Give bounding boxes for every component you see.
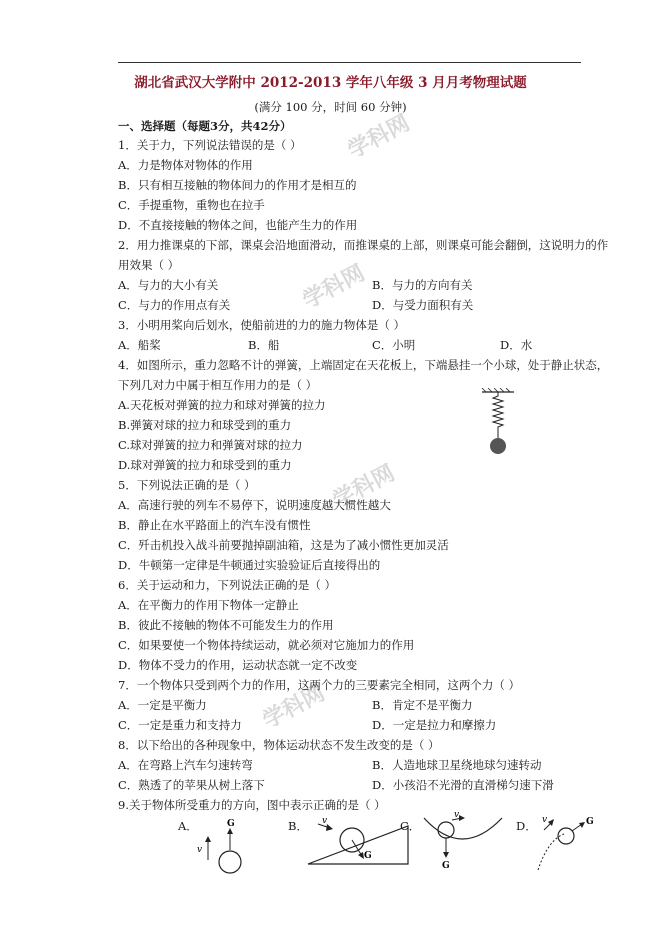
watermark: 学科网	[258, 680, 329, 734]
question-3-option-b: B．船	[248, 338, 280, 352]
question-4-stem-cont: 下列几对力中属于相互作用力的是（ ）	[118, 378, 318, 392]
question-1-option-c: C．手提重物，重物也在拉手	[118, 198, 265, 212]
question-9-option-b-label: B．	[288, 819, 308, 833]
watermark: 学科网	[343, 110, 414, 164]
gravity-label: G	[442, 861, 450, 871]
q9-figure-d	[530, 812, 602, 872]
question-8-option-c: C．熟透了的苹果从树上落下	[118, 778, 265, 792]
gravity-label: G	[227, 819, 235, 829]
question-8-option-b: B．人造地球卫星绕地球匀速转动	[372, 758, 542, 772]
question-6-stem: 6．关于运动和力，下列说法正确的是（ ）	[118, 578, 336, 592]
question-9-option-d-label: D．	[516, 819, 537, 833]
question-7-option-c: C．一定是重力和支持力	[118, 718, 242, 732]
question-3-option-c: C．小明	[372, 338, 416, 352]
q9-figure-a	[190, 818, 260, 878]
question-9-stem: 9.关于物体所受重力的方向，图中表示正确的是（ ）	[118, 798, 386, 812]
question-1-option-d: D．不直接接触的物体之间，也能产生力的作用	[118, 218, 358, 232]
question-4-option-d: D.球对弹簧的拉力和球受到的重力	[118, 458, 292, 472]
section-heading: 一、选择题（每题3分，共42分）	[118, 119, 292, 133]
page-title: 湖北省武汉大学附中 2012-2013 学年八年级 3 月月考物理试题	[134, 75, 527, 91]
question-3-option-d: D．水	[500, 338, 533, 352]
question-1-stem: 1．关于力，下列说法错误的是（ ）	[118, 138, 302, 152]
question-3-stem: 3．小明用桨向后划水，使船前进的力的施力物体是（ ）	[118, 318, 405, 332]
question-5-option-c: C．歼击机投入战斗前要抛掉副油箱，这是为了减小惯性更加灵活	[118, 538, 449, 552]
question-4-option-c: C.球对弹簧的拉力和弹簧对球的拉力	[118, 438, 303, 452]
question-8-option-a: A．在弯路上汽车匀速转弯	[118, 758, 253, 772]
question-1-option-b: B．只有相互接触的物体间力的作用才是相互的	[118, 178, 357, 192]
velocity-label: v	[322, 816, 328, 826]
question-5-option-a: A．高速行驶的列车不易停下，说明速度越大惯性越大	[118, 498, 391, 512]
question-7-option-b: B．肯定不是平衡力	[372, 698, 473, 712]
gravity-label: G	[586, 817, 594, 827]
spring-ball-figure	[478, 388, 518, 460]
question-4-option-a: A.天花板对弹簧的拉力和球对弹簧的拉力	[118, 398, 326, 412]
question-4-stem: 4．如图所示，重力忽略不计的弹簧，上端固定在天花板上，下端悬挂一个小球，处于静止状态，	[118, 358, 609, 372]
question-9-option-a-label: A．	[178, 819, 198, 833]
watermark: 学科网	[328, 460, 399, 514]
question-2-stem: 2．用力推课桌的下部，课桌会沿地面滑动，而推课桌的上部，则课桌可能会翻倒，这说明力的作	[118, 238, 609, 252]
question-9-option-c-label: C．	[400, 819, 421, 833]
question-2-option-b: B．与力的方向有关	[372, 278, 473, 292]
question-8-option-d: D．小孩沿不光滑的直滑梯匀速下滑	[372, 778, 554, 792]
question-6-option-c: C．如果要使一个物体持续运动，就必须对它施加力的作用	[118, 638, 415, 652]
question-5-stem: 5．下列说法正确的是（ ）	[118, 478, 256, 492]
page-subtitle: (满分 100 分，时间 60 分钟)	[254, 100, 407, 114]
question-5-option-d: D．牛顿第一定律是牛顿通过实验验证后直接得出的	[118, 558, 381, 572]
question-6-option-b: B．彼此不接触的物体不可能发生力的作用	[118, 618, 334, 632]
velocity-label: v	[542, 815, 548, 825]
question-7-stem: 7．一个物体只受到两个力的作用，这两个力的三要素完全相同，这两个力（ ）	[118, 678, 520, 692]
watermark: 学科网	[298, 260, 369, 314]
question-6-option-d: D．物体不受力的作用，运动状态就一定不改变	[118, 658, 358, 672]
velocity-label: v	[197, 845, 203, 855]
q9-figure-c	[418, 812, 508, 872]
question-2-option-c: C．与力的作用点有关	[118, 298, 231, 312]
question-7-option-a: A．一定是平衡力	[118, 698, 207, 712]
question-2-option-d: D．与受力面积有关	[372, 298, 474, 312]
velocity-label: v	[454, 812, 460, 820]
question-8-stem: 8．以下给出的各种现象中，物体运动状态不发生改变的是（ ）	[118, 738, 440, 752]
question-3-option-a: A．船桨	[118, 338, 161, 352]
header-rule	[118, 62, 581, 63]
question-4-option-b: B.弹簧对球的拉力和球受到的重力	[118, 418, 292, 432]
question-6-option-a: A．在平衡力的作用下物体一定静止	[118, 598, 299, 612]
question-1-option-a: A．力是物体对物体的作用	[118, 158, 253, 172]
question-5-option-b: B．静止在水平路面上的汽车没有惯性	[118, 518, 311, 532]
question-2-stem-cont: 用效果（ ）	[118, 258, 180, 272]
question-2-option-a: A．与力的大小有关	[118, 278, 219, 292]
q9-figure-b	[300, 812, 420, 870]
question-7-option-d: D．一定是拉力和摩擦力	[372, 718, 497, 732]
gravity-label: G	[364, 851, 372, 861]
